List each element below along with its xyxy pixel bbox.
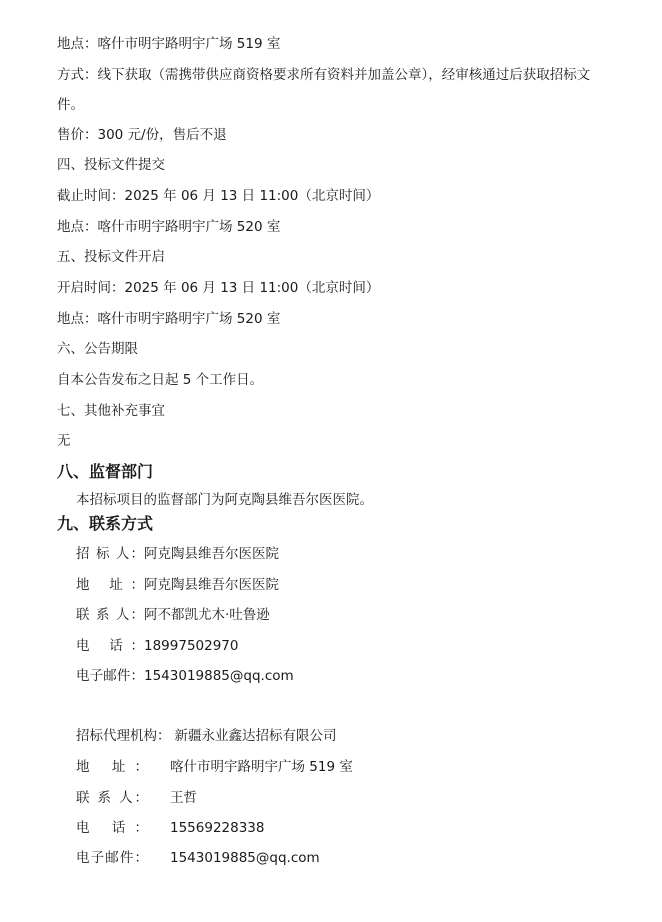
agent-email-value: 1543019885@qq.com bbox=[170, 850, 320, 866]
agent-contact-value: 王哲 bbox=[170, 790, 197, 806]
section-4-heading: 四、投标文件提交 bbox=[57, 157, 165, 173]
agent-contact-label: 联 系 人： bbox=[76, 790, 148, 806]
tenderer-name-value: 阿克陶县维吾尔医医院 bbox=[144, 546, 279, 562]
submission-location-line: 地点：喀什市明宇路明宇广场 520 室 bbox=[57, 219, 281, 235]
tenderer-name-label: 招 标 人： bbox=[76, 546, 144, 562]
section-7-heading: 七、其他补充事宜 bbox=[57, 403, 165, 419]
price-line: 售价：300 元/份，售后不退 bbox=[57, 127, 227, 143]
tenderer-email-value: 1543019885@qq.com bbox=[144, 668, 294, 684]
agent-phone-row bbox=[76, 819, 264, 837]
pickup-method-line: 方式：线下获取（需携带供应商资格要求所有资料并加盖公章），经审核通过后获取招标文 bbox=[57, 67, 591, 83]
contact-heading: 九、联系方式 bbox=[57, 514, 154, 533]
tenderer-email-label: 电子邮件： bbox=[76, 668, 144, 684]
agent-phone-value: 15569228338 bbox=[170, 820, 265, 836]
other-matters-value: 无 bbox=[57, 433, 71, 449]
agent-name-label: 招标代理机构： bbox=[76, 728, 171, 744]
tenderer-name-row bbox=[76, 545, 279, 563]
supervision-heading: 八、监督部门 bbox=[57, 462, 154, 481]
tenderer-phone-label: 电 话： bbox=[76, 638, 144, 654]
tenderer-address-value: 阿克陶县维吾尔医医院 bbox=[144, 577, 279, 593]
tenderer-address-label: 地 址： bbox=[76, 577, 144, 593]
tenderer-contact-value: 阿不都凯尤木·吐鲁逊 bbox=[144, 607, 270, 623]
agent-contact-row bbox=[76, 789, 197, 807]
section-5-heading: 五、投标文件开启 bbox=[57, 249, 165, 265]
agent-email-row bbox=[76, 849, 320, 867]
agent-address-label: 地 址： bbox=[76, 759, 148, 775]
agent-name-value: 新疆永业鑫达招标有限公司 bbox=[174, 728, 337, 744]
tenderer-contact-row bbox=[76, 606, 270, 624]
agent-address-value: 喀什市明宇路明宇广场 519 室 bbox=[170, 759, 353, 775]
tenderer-contact-label: 联 系 人： bbox=[76, 607, 144, 623]
agent-address-row bbox=[76, 758, 353, 776]
agent-phone-label: 电 话： bbox=[76, 820, 148, 836]
tenderer-address-row bbox=[76, 576, 279, 594]
agent-name-row bbox=[76, 727, 337, 745]
tenderer-phone-row bbox=[76, 637, 238, 655]
pickup-location-line: 地点：喀什市明宇路明宇广场 519 室 bbox=[57, 36, 281, 52]
announcement-period-line: 自本公告发布之日起 5 个工作日。 bbox=[57, 372, 264, 388]
agent-email-label: 电子邮件： bbox=[76, 850, 148, 866]
opening-time-line: 开启时间：2025 年 06 月 13 日 11:00（北京时间） bbox=[57, 280, 380, 296]
tenderer-phone-value: 18997502970 bbox=[144, 638, 239, 654]
supervision-text: 本招标项目的监督部门为阿克陶县维吾尔医医院。 bbox=[76, 492, 373, 508]
opening-location-line: 地点：喀什市明宇路明宇广场 520 室 bbox=[57, 311, 281, 327]
submission-deadline-line: 截止时间：2025 年 06 月 13 日 11:00（北京时间） bbox=[57, 188, 380, 204]
tenderer-email-row bbox=[76, 667, 294, 685]
pickup-method-continuation: 件。 bbox=[57, 97, 84, 113]
section-6-heading: 六、公告期限 bbox=[57, 341, 138, 357]
